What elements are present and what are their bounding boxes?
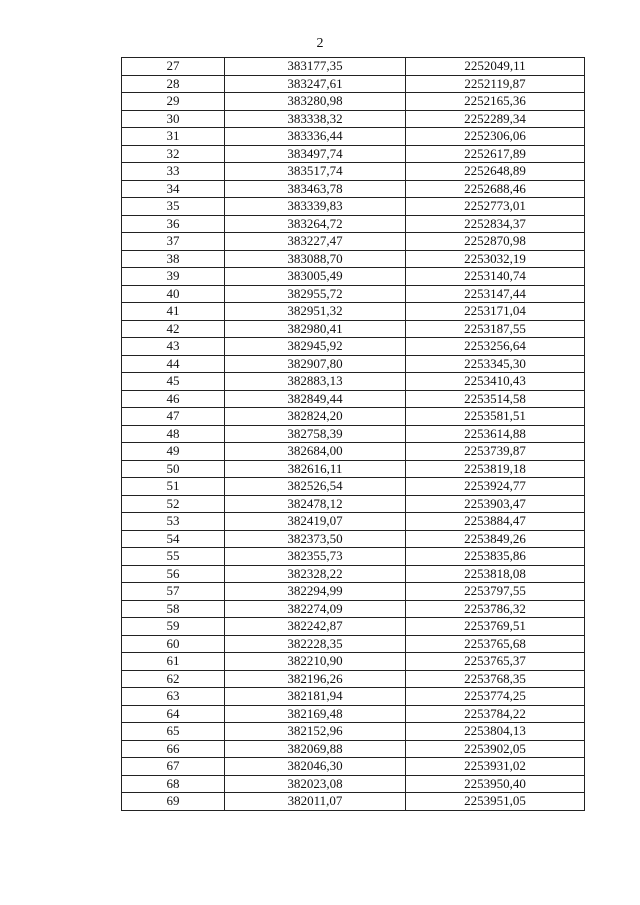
x-coordinate-cell: 382355,73 — [225, 548, 406, 566]
y-coordinate-cell: 2253345,30 — [406, 355, 585, 373]
y-coordinate-cell: 2253924,77 — [406, 478, 585, 496]
point-number-cell: 55 — [122, 548, 225, 566]
x-coordinate-cell: 382955,72 — [225, 285, 406, 303]
point-number-cell: 60 — [122, 635, 225, 653]
x-coordinate-cell: 382849,44 — [225, 390, 406, 408]
point-number-cell: 67 — [122, 758, 225, 776]
point-number-cell: 47 — [122, 408, 225, 426]
x-coordinate-cell: 382980,41 — [225, 320, 406, 338]
x-coordinate-cell: 383177,35 — [225, 58, 406, 76]
x-coordinate-cell: 382373,50 — [225, 530, 406, 548]
point-number-cell: 51 — [122, 478, 225, 496]
x-coordinate-cell: 382152,96 — [225, 723, 406, 741]
y-coordinate-cell: 2253902,05 — [406, 740, 585, 758]
x-coordinate-cell: 382478,12 — [225, 495, 406, 513]
y-coordinate-cell: 2253768,35 — [406, 670, 585, 688]
x-coordinate-cell: 383005,49 — [225, 268, 406, 286]
table-row — [122, 688, 585, 706]
y-coordinate-cell: 2253147,44 — [406, 285, 585, 303]
table-row — [122, 303, 585, 321]
y-coordinate-cell: 2252119,87 — [406, 75, 585, 93]
x-coordinate-cell: 383338,32 — [225, 110, 406, 128]
table-row — [122, 180, 585, 198]
point-number-cell: 32 — [122, 145, 225, 163]
point-number-cell: 39 — [122, 268, 225, 286]
point-number-cell: 49 — [122, 443, 225, 461]
table-row — [122, 338, 585, 356]
x-coordinate-cell: 382011,07 — [225, 793, 406, 811]
point-number-cell: 36 — [122, 215, 225, 233]
x-coordinate-cell: 383336,44 — [225, 128, 406, 146]
table-row — [122, 128, 585, 146]
x-coordinate-cell: 383227,47 — [225, 233, 406, 251]
table-row — [122, 163, 585, 181]
y-coordinate-cell: 2253818,08 — [406, 565, 585, 583]
table-row — [122, 110, 585, 128]
x-coordinate-cell: 382419,07 — [225, 513, 406, 531]
point-number-cell: 43 — [122, 338, 225, 356]
y-coordinate-cell: 2253614,88 — [406, 425, 585, 443]
table-row — [122, 373, 585, 391]
table-row — [122, 513, 585, 531]
y-coordinate-cell: 2253581,51 — [406, 408, 585, 426]
table-row — [122, 390, 585, 408]
point-number-cell: 53 — [122, 513, 225, 531]
table-row — [122, 215, 585, 233]
x-coordinate-cell: 382758,39 — [225, 425, 406, 443]
x-coordinate-cell: 382907,80 — [225, 355, 406, 373]
table-row — [122, 793, 585, 811]
y-coordinate-cell: 2253819,18 — [406, 460, 585, 478]
table-row — [122, 618, 585, 636]
table-row — [122, 75, 585, 93]
y-coordinate-cell: 2253410,43 — [406, 373, 585, 391]
y-coordinate-cell: 2253804,13 — [406, 723, 585, 741]
x-coordinate-cell: 382526,54 — [225, 478, 406, 496]
point-number-cell: 46 — [122, 390, 225, 408]
point-number-cell: 33 — [122, 163, 225, 181]
point-number-cell: 42 — [122, 320, 225, 338]
y-coordinate-cell: 2252289,34 — [406, 110, 585, 128]
x-coordinate-cell: 382294,99 — [225, 583, 406, 601]
table-row — [122, 635, 585, 653]
y-coordinate-cell: 2253765,37 — [406, 653, 585, 671]
x-coordinate-cell: 382684,00 — [225, 443, 406, 461]
point-number-cell: 63 — [122, 688, 225, 706]
table-row — [122, 145, 585, 163]
point-number-cell: 44 — [122, 355, 225, 373]
y-coordinate-cell: 2253849,26 — [406, 530, 585, 548]
x-coordinate-cell: 383463,78 — [225, 180, 406, 198]
x-coordinate-cell: 383339,83 — [225, 198, 406, 216]
y-coordinate-cell: 2253786,32 — [406, 600, 585, 618]
table-row — [122, 705, 585, 723]
x-coordinate-cell: 382824,20 — [225, 408, 406, 426]
x-coordinate-cell: 382210,90 — [225, 653, 406, 671]
table-row — [122, 670, 585, 688]
y-coordinate-cell: 2253884,47 — [406, 513, 585, 531]
y-coordinate-cell: 2253931,02 — [406, 758, 585, 776]
x-coordinate-cell: 382069,88 — [225, 740, 406, 758]
x-coordinate-cell: 382169,48 — [225, 705, 406, 723]
x-coordinate-cell: 382945,92 — [225, 338, 406, 356]
y-coordinate-cell: 2253514,58 — [406, 390, 585, 408]
point-number-cell: 50 — [122, 460, 225, 478]
point-number-cell: 40 — [122, 285, 225, 303]
point-number-cell: 30 — [122, 110, 225, 128]
table-row — [122, 443, 585, 461]
point-number-cell: 64 — [122, 705, 225, 723]
y-coordinate-cell: 2253739,87 — [406, 443, 585, 461]
x-coordinate-cell: 382883,13 — [225, 373, 406, 391]
table-row — [122, 478, 585, 496]
table-row — [122, 233, 585, 251]
table-row — [122, 425, 585, 443]
point-number-cell: 68 — [122, 775, 225, 793]
x-coordinate-cell: 382616,11 — [225, 460, 406, 478]
point-number-cell: 35 — [122, 198, 225, 216]
coordinates-table-body — [122, 58, 585, 811]
point-number-cell: 28 — [122, 75, 225, 93]
y-coordinate-cell: 2253256,64 — [406, 338, 585, 356]
y-coordinate-cell: 2253769,51 — [406, 618, 585, 636]
point-number-cell: 38 — [122, 250, 225, 268]
y-coordinate-cell: 2253774,25 — [406, 688, 585, 706]
point-number-cell: 27 — [122, 58, 225, 76]
point-number-cell: 52 — [122, 495, 225, 513]
x-coordinate-cell: 382181,94 — [225, 688, 406, 706]
point-number-cell: 41 — [122, 303, 225, 321]
y-coordinate-cell: 2252648,89 — [406, 163, 585, 181]
point-number-cell: 37 — [122, 233, 225, 251]
x-coordinate-cell: 383517,74 — [225, 163, 406, 181]
table-row — [122, 268, 585, 286]
x-coordinate-cell: 383247,61 — [225, 75, 406, 93]
y-coordinate-cell: 2253835,86 — [406, 548, 585, 566]
y-coordinate-cell: 2252049,11 — [406, 58, 585, 76]
point-number-cell: 69 — [122, 793, 225, 811]
x-coordinate-cell: 382196,26 — [225, 670, 406, 688]
x-coordinate-cell: 382328,22 — [225, 565, 406, 583]
point-number-cell: 45 — [122, 373, 225, 391]
x-coordinate-cell: 383280,98 — [225, 93, 406, 111]
y-coordinate-cell: 2252834,37 — [406, 215, 585, 233]
y-coordinate-cell: 2253171,04 — [406, 303, 585, 321]
point-number-cell: 48 — [122, 425, 225, 443]
point-number-cell: 65 — [122, 723, 225, 741]
y-coordinate-cell: 2253950,40 — [406, 775, 585, 793]
point-number-cell: 29 — [122, 93, 225, 111]
table-row — [122, 775, 585, 793]
point-number-cell: 57 — [122, 583, 225, 601]
point-number-cell: 54 — [122, 530, 225, 548]
table-row — [122, 653, 585, 671]
y-coordinate-cell: 2253951,05 — [406, 793, 585, 811]
point-number-cell: 56 — [122, 565, 225, 583]
x-coordinate-cell: 382242,87 — [225, 618, 406, 636]
y-coordinate-cell: 2252773,01 — [406, 198, 585, 216]
table-row — [122, 495, 585, 513]
table-row — [122, 58, 585, 76]
y-coordinate-cell: 2252165,36 — [406, 93, 585, 111]
point-number-cell: 62 — [122, 670, 225, 688]
coordinates-table — [121, 57, 585, 811]
table-row — [122, 548, 585, 566]
x-coordinate-cell: 383497,74 — [225, 145, 406, 163]
y-coordinate-cell: 2253903,47 — [406, 495, 585, 513]
table-row — [122, 460, 585, 478]
table-row — [122, 565, 585, 583]
x-coordinate-cell: 382046,30 — [225, 758, 406, 776]
y-coordinate-cell: 2252306,06 — [406, 128, 585, 146]
y-coordinate-cell: 2253140,74 — [406, 268, 585, 286]
table-row — [122, 250, 585, 268]
y-coordinate-cell: 2253797,55 — [406, 583, 585, 601]
x-coordinate-cell: 383088,70 — [225, 250, 406, 268]
table-row — [122, 408, 585, 426]
y-coordinate-cell: 2252870,98 — [406, 233, 585, 251]
x-coordinate-cell: 382228,35 — [225, 635, 406, 653]
table-row — [122, 583, 585, 601]
y-coordinate-cell: 2253032,19 — [406, 250, 585, 268]
x-coordinate-cell: 382274,09 — [225, 600, 406, 618]
y-coordinate-cell: 2252688,46 — [406, 180, 585, 198]
y-coordinate-cell: 2252617,89 — [406, 145, 585, 163]
point-number-cell: 59 — [122, 618, 225, 636]
table-row — [122, 600, 585, 618]
y-coordinate-cell: 2253784,22 — [406, 705, 585, 723]
table-row — [122, 723, 585, 741]
y-coordinate-cell: 2253187,55 — [406, 320, 585, 338]
table-row — [122, 93, 585, 111]
point-number-cell: 66 — [122, 740, 225, 758]
x-coordinate-cell: 382951,32 — [225, 303, 406, 321]
table-row — [122, 285, 585, 303]
table-row — [122, 758, 585, 776]
table-row — [122, 198, 585, 216]
table-row — [122, 355, 585, 373]
page-number: 2 — [316, 36, 324, 51]
table-row — [122, 530, 585, 548]
point-number-cell: 58 — [122, 600, 225, 618]
y-coordinate-cell: 2253765,68 — [406, 635, 585, 653]
x-coordinate-cell: 382023,08 — [225, 775, 406, 793]
table-row — [122, 740, 585, 758]
table-row — [122, 320, 585, 338]
point-number-cell: 61 — [122, 653, 225, 671]
point-number-cell: 34 — [122, 180, 225, 198]
point-number-cell: 31 — [122, 128, 225, 146]
x-coordinate-cell: 383264,72 — [225, 215, 406, 233]
